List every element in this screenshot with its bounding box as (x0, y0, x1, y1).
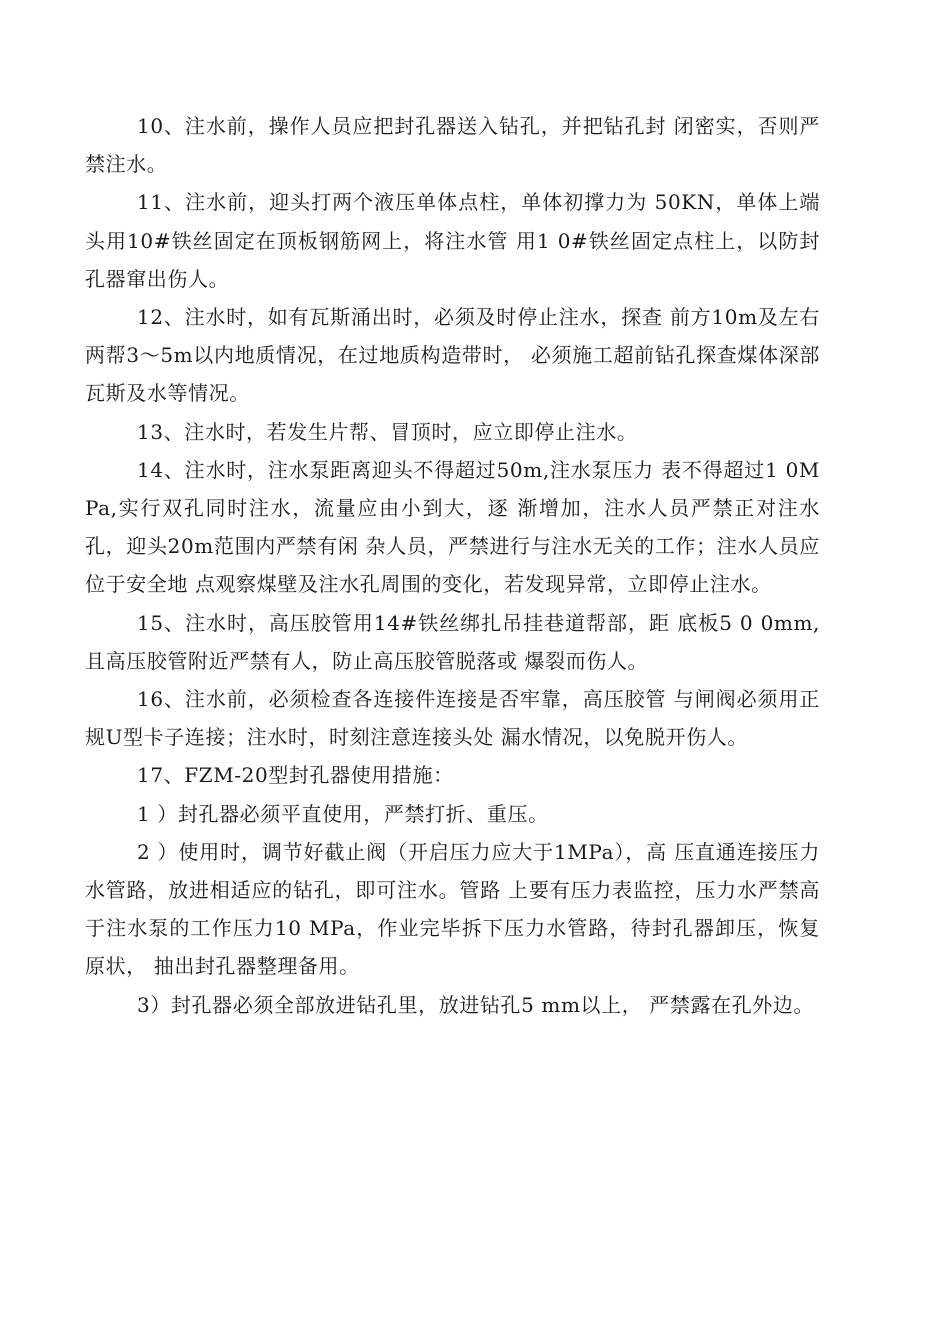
paragraph-10: 10、注水前，操作人员应把封孔器送入钻孔，并把钻孔封 闭密实，否则严禁注水。 (85, 114, 820, 177)
paragraph-12: 12、注水时，如有瓦斯涌出时，必须及时停止注水，探查 前方10m及左右两帮3〜5m以内地质情况，在过地质构造带时， 必须施工超前钻孔探查煤体深部瓦斯及水等情况。 (85, 305, 820, 406)
document-body (85, 107, 820, 1024)
paragraph-17-item-3: 3）封孔器必须全部放进钻孔里，放进钻孔5 mm以上， 严禁露在孔外边。 (137, 992, 815, 1017)
paragraph-14: 14、注水时，注水泵距离迎头不得超过50m,注水泵压力 表不得超过1 0MPa,实行双孔同时注水，流量应由小到大，逐 渐增加，注水人员严禁正对注水孔，迎头20m范围内严禁有闲 杂人员，严禁进行与注水无关的工作；注水人员应位于安全地 点观察煤壁及注水孔周围的变化，若发现异常，立即停止注水。 (85, 457, 820, 597)
paragraph-17-item-2: 2 ）使用时，调节好截止阀（开启压力应大于1MPa），高 压直通连接压力水管路，放进相适应的钻孔，即可注水。管路 上要有压力表监控，压力水严禁高于注水泵的工作压力10 MPa，作业完毕拆下压力水管路，待封孔器卸压，恢复原状， 抽出封孔器整理备用。 (85, 839, 820, 979)
paragraph-11: 11、注水前，迎头打两个液压单体点柱，单体初撑力为 50KN，单体上端头用10#铁丝固定在顶板钢筋网上，将注水管 用1 0#铁丝固定点柱上，以防封孔器窜出伤人。 (85, 190, 820, 291)
paragraph-17-heading: 17、FZM-20型封孔器使用措施： (137, 763, 454, 788)
paragraph-15: 15、注水时，高压胶管用14#铁丝绑扎吊挂巷道帮部，距 底板5 0 0mm,且高压胶管附近严禁有人，防止高压胶管脱落或 爆裂而伤人。 (85, 610, 820, 673)
paragraph-16: 16、注水前，必须检查各连接件连接是否牢靠，高压胶管 与闸阀必须用正规U型卡子连接；注水时，时刻注意连接头处 漏水情况，以免脱开伤人。 (85, 687, 820, 750)
paragraph-17-item-1: 1 ）封孔器必须平直使用，严禁打折、重压。 (137, 801, 549, 826)
paragraph-13: 13、注水时，若发生片帮、冒顶时，应立即停止注水。 (137, 419, 638, 444)
